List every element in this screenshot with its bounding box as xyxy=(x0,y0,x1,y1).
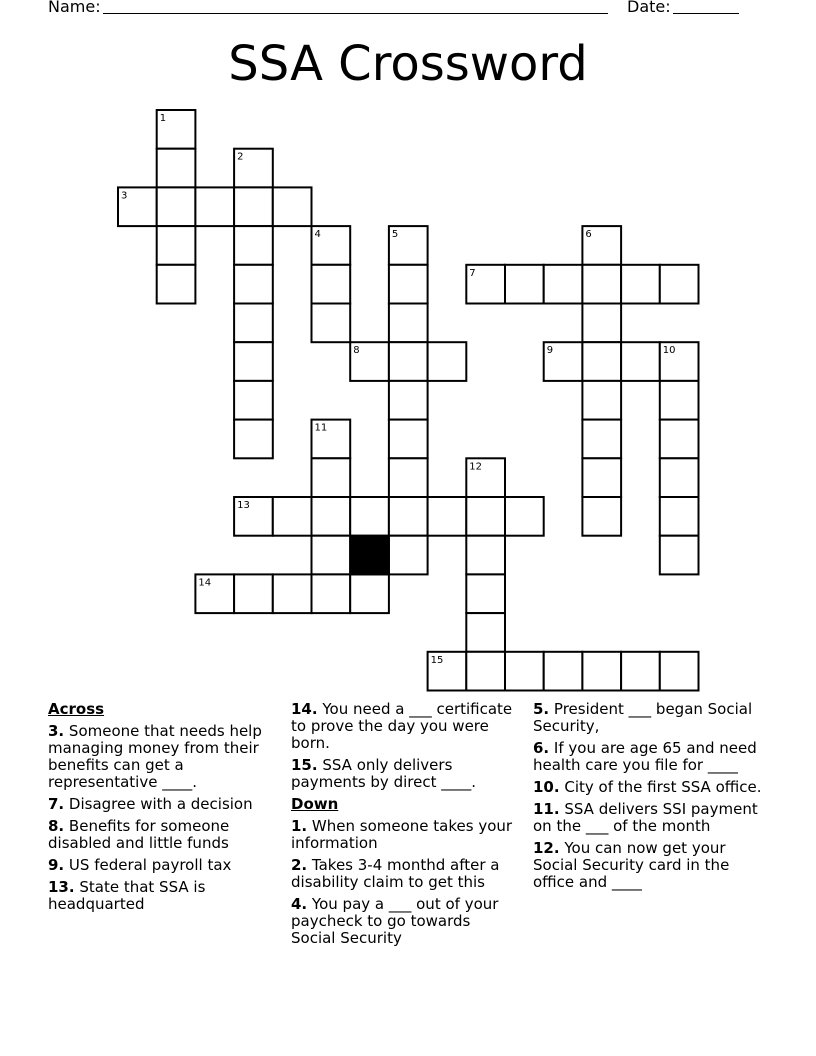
grid-cell[interactable] xyxy=(312,497,351,536)
grid-cell[interactable] xyxy=(544,652,583,691)
black-cell xyxy=(350,536,389,575)
grid-cell[interactable] xyxy=(157,149,196,188)
clue-number: 12. xyxy=(533,839,560,857)
clue-number: 10. xyxy=(533,778,560,796)
grid-cell[interactable] xyxy=(582,458,621,497)
clue-number: 2. xyxy=(291,856,308,874)
grid-cell[interactable] xyxy=(157,226,196,265)
grid-cell[interactable] xyxy=(389,265,428,304)
clue-number: 3. xyxy=(48,722,65,740)
grid-cell[interactable] xyxy=(273,187,312,226)
clue-number: 1. xyxy=(291,817,308,835)
grid-cell[interactable] xyxy=(660,652,699,691)
clue-text: Takes 3-4 monthd after a disability claim to get this xyxy=(291,856,500,891)
clue-number-label: 1 xyxy=(159,113,167,124)
clue-text: President ___ began Social Security, xyxy=(533,700,753,735)
grid-cell[interactable] xyxy=(234,226,273,265)
clue-text: You can now get your Social Security card in the office and ____ xyxy=(533,839,730,891)
grid-cell[interactable] xyxy=(157,265,196,304)
clue-number-label: 8 xyxy=(353,345,360,357)
clue-down-10 xyxy=(533,779,765,796)
clue-text: US federal payroll tax xyxy=(68,856,232,874)
grid-cell[interactable] xyxy=(466,497,505,536)
grid-cell[interactable] xyxy=(273,497,312,536)
clue-number: 13. xyxy=(48,878,75,896)
grid-cell[interactable] xyxy=(660,536,699,575)
clue-down-12 xyxy=(533,840,765,891)
grid-cell[interactable] xyxy=(389,458,428,497)
grid-cell[interactable] xyxy=(466,574,505,613)
clue-text: SSA delivers SSI payment on the ___ of the month xyxy=(533,800,758,835)
clue-number-label: 2 xyxy=(237,151,244,163)
grid-cell[interactable] xyxy=(582,342,621,381)
across-heading: Across xyxy=(48,700,105,718)
grid-cell[interactable] xyxy=(234,265,273,304)
grid-cell[interactable] xyxy=(582,652,621,691)
clue-text: Disagree with a decision xyxy=(68,795,253,813)
grid-cell[interactable] xyxy=(312,536,351,575)
clue-across-13 xyxy=(48,879,270,913)
grid-cell[interactable] xyxy=(505,652,544,691)
grid-cell[interactable] xyxy=(350,497,389,536)
grid-cell[interactable] xyxy=(234,304,273,343)
down-heading: Down xyxy=(291,795,339,813)
grid-cell[interactable] xyxy=(389,342,428,381)
clue-across-3 xyxy=(48,723,270,791)
grid-cell[interactable] xyxy=(389,381,428,420)
clue-down-6 xyxy=(533,740,765,774)
grid-cell[interactable] xyxy=(234,420,273,459)
clue-number: 6. xyxy=(533,739,550,757)
clue-text: You pay a ___ out of your paycheck to go towards Social Security xyxy=(291,895,499,947)
grid-cell[interactable] xyxy=(660,497,699,536)
clue-number-label: 12 xyxy=(469,461,483,473)
clue-number-label: 7 xyxy=(469,267,476,279)
date-label: Date: xyxy=(627,0,671,16)
grid-cell[interactable] xyxy=(582,420,621,459)
grid-cell[interactable] xyxy=(582,265,621,304)
clue-down-2 xyxy=(291,857,516,891)
grid-cell[interactable] xyxy=(660,381,699,420)
grid-cell[interactable] xyxy=(350,574,389,613)
grid-cell[interactable] xyxy=(389,497,428,536)
clue-across-15 xyxy=(291,757,516,791)
clue-number-label: 13 xyxy=(237,500,250,511)
clue-number-label: 3 xyxy=(121,190,128,202)
grid-cell[interactable] xyxy=(660,458,699,497)
grid-cell[interactable] xyxy=(621,652,660,691)
clue-text: State that SSA is headquarted xyxy=(48,878,206,913)
grid-cell[interactable] xyxy=(157,187,196,226)
grid-cell[interactable] xyxy=(505,497,544,536)
grid-cell[interactable] xyxy=(234,381,273,420)
clue-down-11 xyxy=(533,801,765,835)
grid-cell[interactable] xyxy=(389,536,428,575)
clue-number-label: 11 xyxy=(314,422,328,434)
clue-number: 11. xyxy=(533,800,560,818)
clue-number-label: 9 xyxy=(546,345,554,357)
grid-cell[interactable] xyxy=(428,497,467,536)
grid-cell[interactable] xyxy=(582,497,621,536)
clue-down-1 xyxy=(291,818,516,852)
clue-across-9 xyxy=(48,857,270,874)
grid-cell[interactable] xyxy=(234,574,273,613)
clue-number: 4. xyxy=(291,895,308,913)
clue-number: 9. xyxy=(48,856,65,874)
clues-column-2 xyxy=(291,701,516,952)
clue-number: 5. xyxy=(533,700,550,718)
grid-cell[interactable] xyxy=(544,265,583,304)
grid-cell[interactable] xyxy=(273,574,312,613)
clue-text: City of the first SSA office. xyxy=(564,778,762,796)
name-label: Name: xyxy=(48,0,101,16)
clue-across-8 xyxy=(48,818,270,852)
clue-down-4 xyxy=(291,896,516,947)
grid-cell[interactable] xyxy=(660,265,699,304)
page-title: SSA Crossword xyxy=(228,36,588,92)
clue-text: SSA only delivers payments by direct ____. xyxy=(291,756,476,791)
clue-across-7 xyxy=(48,796,270,813)
clue-number: 15. xyxy=(291,756,318,774)
clue-number-label: 4 xyxy=(314,229,321,241)
grid-cell[interactable] xyxy=(466,536,505,575)
clue-down-5 xyxy=(533,701,765,735)
clue-number-label: 15 xyxy=(430,654,444,666)
clues-column-1 xyxy=(48,701,270,918)
grid-cell[interactable] xyxy=(582,381,621,420)
grid-cell[interactable] xyxy=(660,420,699,459)
grid-cell[interactable] xyxy=(389,420,428,459)
grid-cell[interactable] xyxy=(234,342,273,381)
grid-cell[interactable] xyxy=(312,265,351,304)
clue-text: When someone takes your information xyxy=(291,817,513,852)
grid-cell[interactable] xyxy=(582,304,621,343)
grid-cell[interactable] xyxy=(621,265,660,304)
clue-number-label: 14 xyxy=(198,577,212,589)
grid-cell[interactable] xyxy=(234,187,273,226)
clue-number-label: 6 xyxy=(585,229,592,241)
grid-cell[interactable] xyxy=(466,613,505,652)
grid-cell[interactable] xyxy=(428,342,467,381)
grid-cell[interactable] xyxy=(621,342,660,381)
grid-cell[interactable] xyxy=(389,304,428,343)
clues-column-3 xyxy=(533,701,765,896)
clue-text: You need a ___ certificate to prove the day you were born. xyxy=(291,700,513,752)
grid-cell[interactable] xyxy=(466,652,505,691)
clue-number: 7. xyxy=(48,795,65,813)
grid-cell[interactable] xyxy=(195,187,234,226)
clue-number-label: 10 xyxy=(662,345,676,357)
clue-number: 8. xyxy=(48,817,65,835)
clue-number-label: 5 xyxy=(391,229,399,241)
grid-cell[interactable] xyxy=(312,458,351,497)
grid-cell[interactable] xyxy=(505,265,544,304)
clue-text: Benefits for someone disabled and little funds xyxy=(48,817,230,852)
clue-across-14 xyxy=(291,701,516,752)
clue-text: Someone that needs help managing money from their benefits can get a representative ____. xyxy=(48,722,262,791)
grid-cell[interactable] xyxy=(312,304,351,343)
clue-number: 14. xyxy=(291,700,318,718)
grid-cell[interactable] xyxy=(312,574,351,613)
clue-text: If you are age 65 and need health care you file for ____ xyxy=(533,739,757,774)
